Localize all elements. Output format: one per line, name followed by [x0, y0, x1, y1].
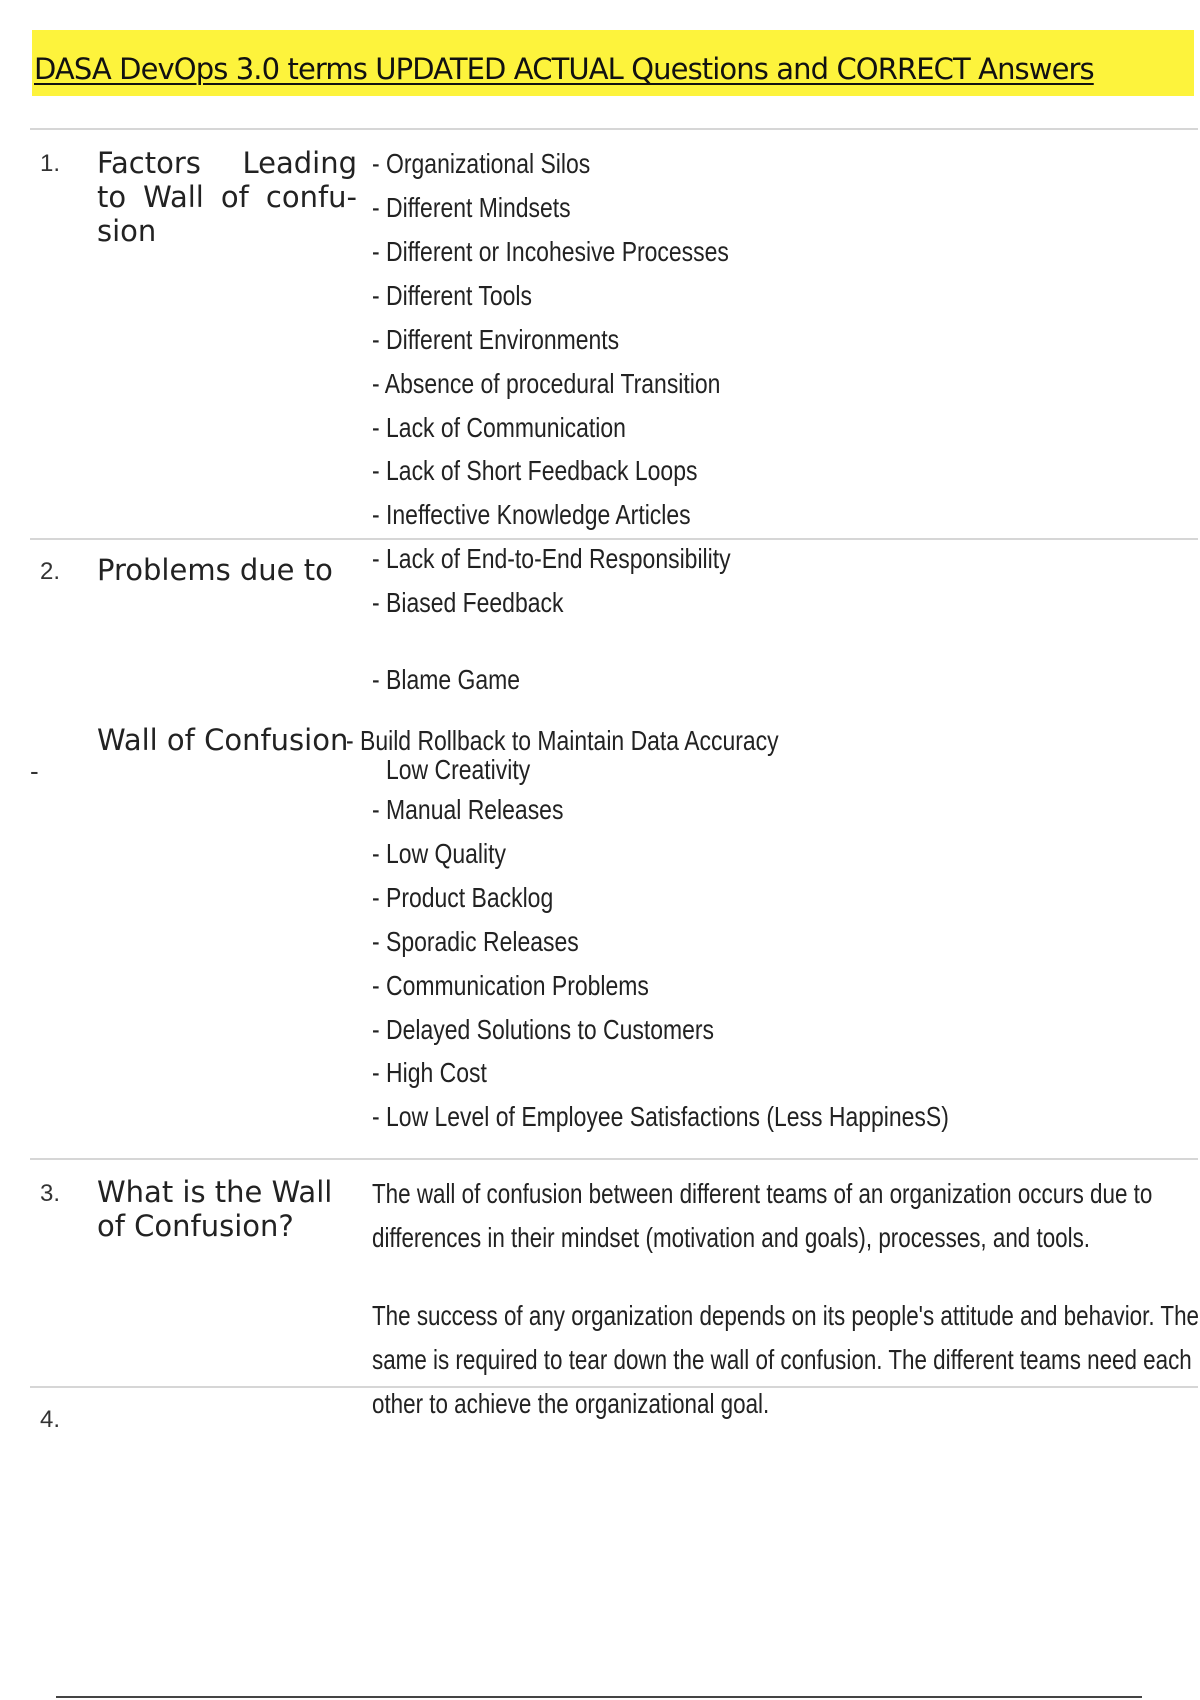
question-term-1: Factors Leading to Wall of confu- sion: [97, 146, 357, 248]
answer-paragraph-line: other to achieve the organizational goal.: [372, 1388, 770, 1419]
answer-line: - Different Mindsets: [372, 192, 571, 223]
answer-line: - Low Level of Employee Satisfactions (Less HappinesS): [372, 1101, 949, 1132]
answer-line: - Different Environments: [372, 324, 620, 355]
answer-line: Low Creativity: [386, 754, 531, 785]
footer-rule: [56, 1696, 1142, 1698]
answer-paragraph-line: same is required to tear down the wall of confusion. The different teams need each: [372, 1344, 1192, 1375]
answer-line: - Low Quality: [372, 838, 506, 869]
question-term-3: What is the Wall of Confusion?: [97, 1175, 333, 1243]
answer-line: - Communication Problems: [372, 970, 649, 1001]
question-number-3: 3.: [40, 1180, 61, 1207]
question-term-2: Problems due to: [97, 553, 333, 587]
row-divider: [30, 128, 1198, 130]
answer-line: - Ineffective Knowledge Articles: [372, 499, 691, 530]
answer-line: - Biased Feedback: [372, 587, 564, 618]
stray-dash: -: [30, 756, 39, 786]
answer-line: - Build Rollback to Maintain Data Accuracy: [346, 725, 779, 756]
answer-line: - Different or Incohesive Processes: [372, 236, 729, 267]
answer-line: - Manual Releases: [372, 794, 564, 825]
answer-line: - Lack of End-to-End Responsibility: [372, 543, 731, 574]
answer-line: - Organizational Silos: [372, 148, 591, 179]
document-title: DASA DevOps 3.0 terms UPDATED ACTUAL Questions and CORRECT Answers: [34, 52, 1094, 86]
question-term-2-continued: Wall of Confusion: [97, 723, 349, 757]
answer-paragraph-line: differences in their mindset (motivation and goals), processes, and tools.: [372, 1222, 1091, 1253]
question-number-4: 4.: [40, 1406, 61, 1433]
row-divider: [30, 1158, 1198, 1160]
answer-line: - Absence of procedural Transition: [372, 368, 721, 399]
question-number-2: 2.: [40, 558, 61, 585]
answer-line: - Different Tools: [372, 280, 532, 311]
question-number-1: 1.: [40, 150, 61, 177]
answer-line: - Blame Game: [372, 664, 521, 695]
answer-line: - Sporadic Releases: [372, 926, 579, 957]
answer-line: - Lack of Short Feedback Loops: [372, 455, 698, 486]
answer-paragraph-line: The wall of confusion between different teams of an organization occurs due to: [372, 1178, 1153, 1209]
answer-line: - Product Backlog: [372, 882, 554, 913]
answer-line: - Delayed Solutions to Customers: [372, 1014, 715, 1045]
answer-line: - Lack of Communication: [372, 412, 626, 443]
answer-paragraph-line: The success of any organization depends on its people's attitude and behavior. The: [372, 1300, 1199, 1331]
answer-line: - High Cost: [372, 1057, 487, 1088]
